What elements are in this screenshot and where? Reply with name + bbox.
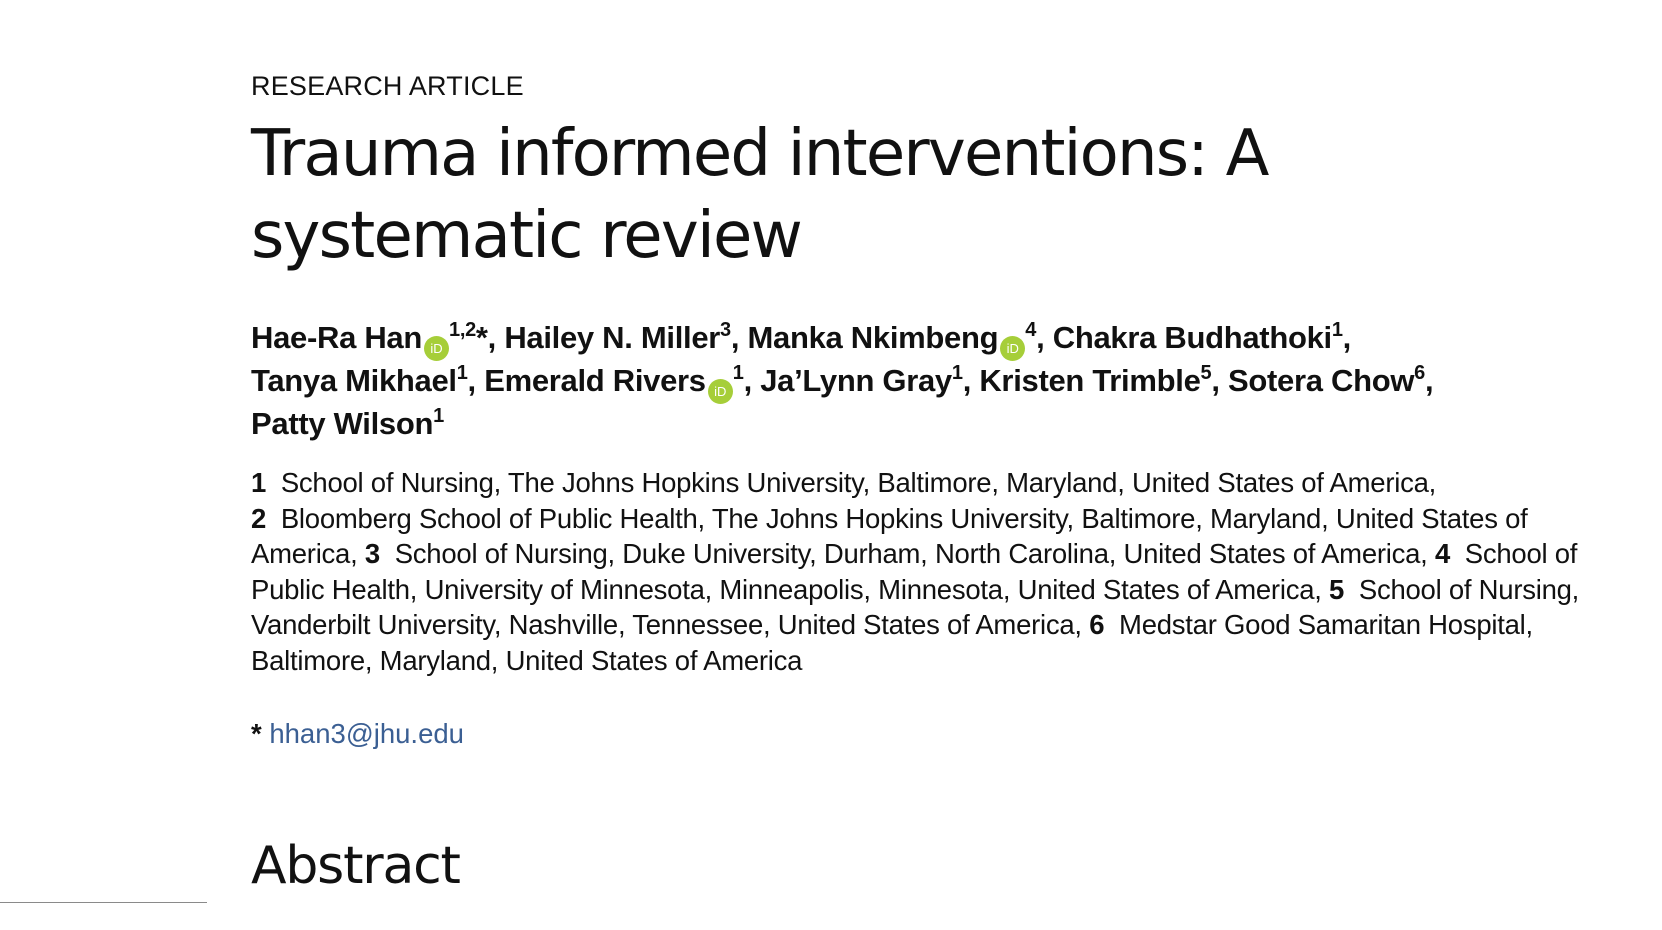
corresponding-email-link[interactable]: hhan3@jhu.edu bbox=[269, 718, 464, 749]
affiliation-list bbox=[251, 465, 1586, 679]
author-affiliation-marker: 1,2 bbox=[449, 319, 476, 341]
corresponding-author bbox=[251, 718, 464, 750]
author-separator: , bbox=[743, 363, 761, 398]
author-name[interactable]: Sotera Chow bbox=[1228, 363, 1415, 398]
author-separator: , bbox=[1425, 363, 1434, 398]
author-name[interactable]: Manka Nkimbeng bbox=[747, 320, 999, 355]
author-separator: , bbox=[467, 363, 485, 398]
author-affiliation-marker: 1 bbox=[456, 362, 468, 384]
orcid-icon[interactable]: iD bbox=[708, 379, 733, 404]
article-type-label: RESEARCH ARTICLE bbox=[251, 71, 524, 101]
affiliation-number: 5 bbox=[1329, 573, 1345, 605]
author-separator: , bbox=[962, 363, 980, 398]
corresponding-star: * bbox=[475, 320, 488, 355]
author-separator: , bbox=[1211, 363, 1228, 398]
left-margin-divider bbox=[0, 902, 207, 903]
author-name[interactable]: Chakra Budhathoki bbox=[1052, 320, 1332, 355]
author-entry bbox=[251, 406, 444, 441]
orcid-icon[interactable]: iD bbox=[424, 336, 449, 361]
affiliation-text: School of Nursing, Duke University, Durham, North Carolina, United States of America, bbox=[394, 538, 1428, 570]
author-affiliation-marker: 4 bbox=[1025, 319, 1037, 341]
abstract-heading: Abstract bbox=[251, 836, 460, 896]
affiliation-number: 3 bbox=[364, 538, 380, 570]
author-name[interactable]: Kristen Trimble bbox=[979, 363, 1201, 398]
affiliation-number: 4 bbox=[1434, 538, 1450, 570]
author-name[interactable]: Emerald Rivers bbox=[484, 363, 706, 398]
author-name[interactable]: Ja’Lynn Gray bbox=[760, 363, 952, 398]
affiliation-text: School of Nursing, The Johns Hopkins University, Baltimore, Maryland, United States of America, bbox=[280, 467, 1437, 498]
author-name[interactable]: Hailey N. Miller bbox=[504, 320, 721, 355]
author-entry bbox=[760, 363, 979, 398]
author-affiliation-marker: 1 bbox=[951, 362, 963, 384]
author-name[interactable]: Patty Wilson bbox=[251, 406, 434, 441]
author-affiliation-marker: 3 bbox=[720, 319, 731, 341]
affiliation-text: School of Nursing, Vanderbilt University, Nashville, Tennessee, United States of America, bbox=[251, 573, 1580, 641]
article-title: Trauma informed interventions: A systematic review bbox=[251, 117, 1268, 273]
author-separator: , bbox=[1342, 320, 1351, 355]
affiliation-number: 6 bbox=[1089, 609, 1105, 641]
author-name[interactable]: Hae-Ra Han bbox=[251, 320, 422, 355]
author-entry bbox=[1053, 320, 1351, 355]
author-separator: , bbox=[730, 320, 748, 355]
author-affiliation-marker: 1 bbox=[1331, 319, 1343, 341]
corresponding-marker: * bbox=[251, 718, 262, 749]
author-entry bbox=[979, 363, 1228, 398]
author-separator: , bbox=[1036, 320, 1053, 355]
affiliation-text: Bloomberg School of Public Health, The Johns Hopkins University, Baltimore, Maryland, United States of America, bbox=[251, 502, 1528, 570]
author-entry bbox=[484, 363, 760, 398]
affiliation-number: 2 bbox=[251, 502, 267, 534]
author-entry bbox=[251, 363, 484, 398]
author-entry bbox=[748, 320, 1053, 355]
affiliation-number: 1 bbox=[251, 467, 267, 498]
affiliation-text: School of Public Health, University of Minnesota, Minneapolis, Minnesota, United States of America, bbox=[251, 538, 1578, 605]
affiliation-item bbox=[365, 538, 1428, 569]
author-affiliation-marker: 1 bbox=[433, 405, 444, 427]
affiliation-text: Medstar Good Samaritan Hospital, Baltimore, Maryland, United States of America bbox=[251, 609, 1533, 676]
author-affiliation-marker: 6 bbox=[1414, 362, 1425, 384]
author-entry bbox=[1228, 363, 1433, 398]
author-list bbox=[251, 318, 1591, 444]
author-entry bbox=[504, 320, 747, 355]
author-affiliation-marker: 5 bbox=[1200, 362, 1212, 384]
affiliation-item bbox=[251, 467, 1436, 498]
author-separator: , bbox=[487, 320, 505, 355]
orcid-icon[interactable]: iD bbox=[1000, 336, 1025, 361]
author-name[interactable]: Tanya Mikhael bbox=[251, 363, 457, 398]
author-affiliation-marker: 1 bbox=[732, 362, 744, 384]
author-entry bbox=[251, 320, 504, 355]
